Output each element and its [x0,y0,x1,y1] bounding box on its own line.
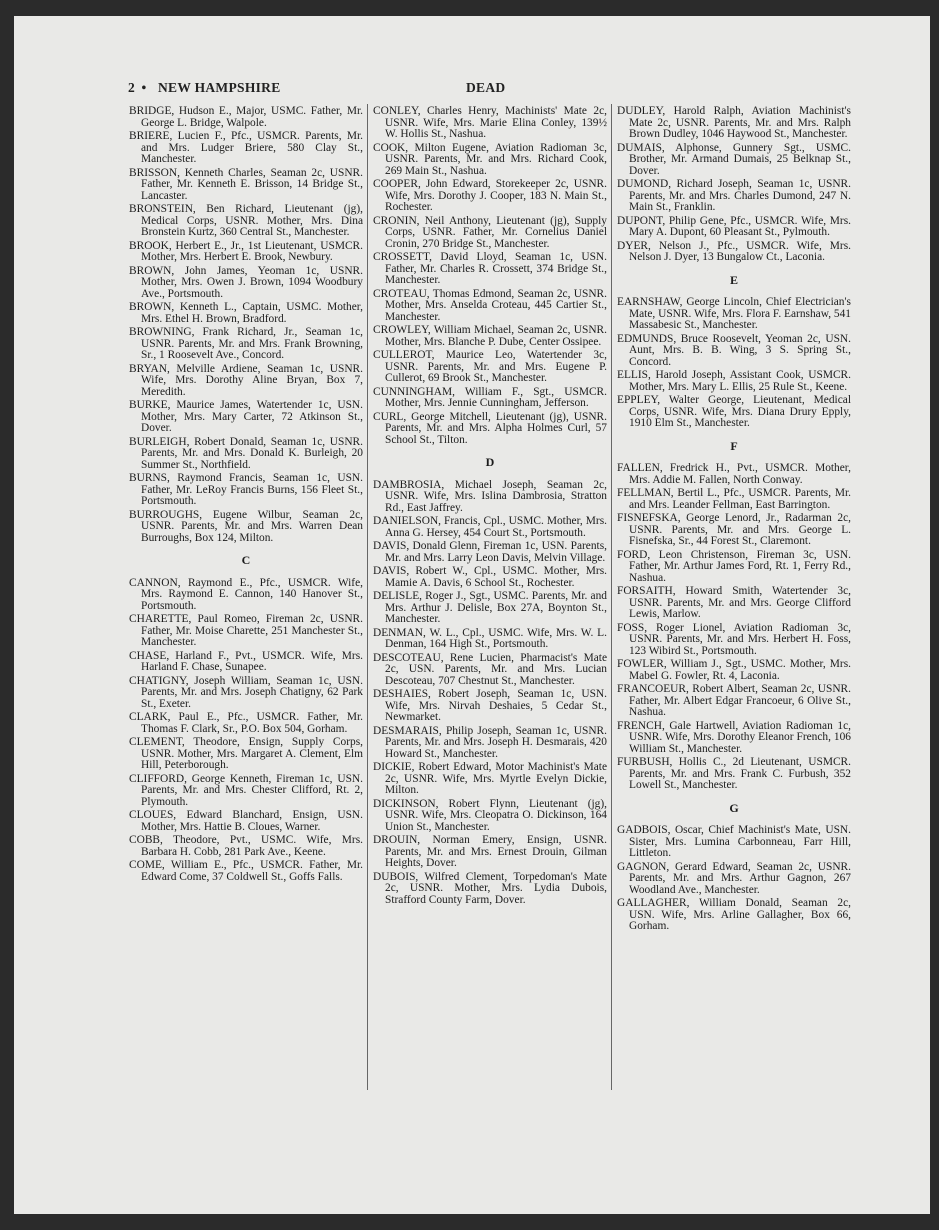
casualty-entry: CLIFFORD, George Kenneth, Fireman 1c, USN. Parents, Mr. and Mrs. Chester Clifford, Rt. 2, Plymouth. [129,772,363,808]
casualty-entry: BURNS, Raymond Francis, Seaman 1c, USN. Father, Mr. LeRoy Francis Burns, 156 Fleet St., Portsmouth. [129,472,363,507]
casualty-entry: DUMOND, Richard Joseph, Seaman 1c, USNR. Parents, Mr. and Mrs. Charles Dumond, 247 N. Main St., Franklin. [617,178,851,213]
casualty-entry: ELLIS, Harold Joseph, Assistant Cook, USMCR. Mother, Mrs. Mary L. Ellis, 25 Rule St., Keene. [617,369,851,393]
casualty-entry: BURROUGHS, Eugene Wilbur, Seaman 2c, USNR. Parents, Mr. and Mrs. Warren Dean Burroughs, Box 124, Milton. [129,508,363,544]
casualty-entry: BROOK, Herbert E., Jr., 1st Lieutenant, USMCR. Mother, Mrs. Herbert E. Brook, Newbury. [129,239,363,263]
casualty-entry: DELISLE, Roger J., Sgt., USMC. Parents, Mr. and Mrs. Arthur J. Delisle, Box 27A, Boynton St., Manchester. [373,590,607,625]
section-letter: G [729,800,739,815]
section-letter: C [241,553,251,567]
casualty-entry: DROUIN, Norman Emery, Ensign, USNR. Parents, Mr. and Mrs. Ernest Drouin, Gilman Heights, Dover. [373,834,607,869]
column-2 [373,106,607,908]
casualty-entry: DUBOIS, Wilfred Clement, Torpedoman's Mate 2c, USNR. Mother, Mrs. Lydia Dubois, Strafford County Farm, Dover. [373,870,607,906]
column-1 [129,106,363,885]
casualty-entry: COOK, Milton Eugene, Aviation Radioman 3c, USNR. Parents, Mr. and Mrs. Richard Cook, 269 Main St., Nashua. [373,141,607,177]
casualty-entry: FOWLER, William J., Sgt., USMC. Mother, Mrs. Mabel G. Fowler, Rt. 4, Laconia. [617,658,851,682]
casualty-entry: FISNEFSKA, George Lenord, Jr., Radarman 2c, USNR. Parents, Mr. and Mrs. George L. Fisnefska, Sr., 44 Forest St., Claremont. [617,512,851,547]
column-divider [367,104,368,1090]
casualty-entry: BROWN, John James, Yeoman 1c, USNR. Mother, Mrs. Owen J. Brown, 1094 Woodbury Ave., Portsmouth. [129,264,363,300]
casualty-entry: FURBUSH, Hollis C., 2d Lieutenant, USMCR. Parents, Mr. and Mrs. Frank C. Furbush, 352 Lowell St., Manchester. [617,756,851,791]
section-letter: F [730,438,738,453]
casualty-entry: BURLEIGH, Robert Donald, Seaman 1c, USNR. Parents, Mr. and Mrs. Donald K. Burleigh, 20 Summer St., Northfield. [129,435,363,471]
casualty-entry: CROWLEY, William Michael, Seaman 2c, USNR. Mother, Mrs. Blanche P. Dube, Center Ossipee. [373,324,607,348]
casualty-entry: CLARK, Paul E., Pfc., USMCR. Father, Mr. Thomas F. Clark, Sr., P.O. Box 504, Gorham. [129,711,363,735]
casualty-entry: FELLMAN, Bertil L., Pfc., USMCR. Parents, Mr. and Mrs. Leander Fellman, East Barrington. [617,487,851,511]
casualty-entry: DAVIS, Donald Glenn, Fireman 1c, USN. Parents, Mr. and Mrs. Larry Leon Davis, Melvin Village. [373,540,607,564]
casualty-entry: EPPLEY, Walter George, Lieutenant, Medical Corps, USNR. Wife, Mrs. Diana Drury Epply, 1910 Elm St., Manchester. [617,394,851,429]
casualty-entry: EARNSHAW, George Lincoln, Chief Electrician's Mate, USNR. Wife, Mrs. Flora F. Earnshaw, 541 Massabesic St., Manchester. [617,296,851,331]
casualty-entry: DICKINSON, Robert Flynn, Lieutenant (jg), USNR. Wife, Mrs. Cleopatra O. Dickinson, 164 Union St., Manchester. [373,797,607,833]
casualty-entry: CUNNINGHAM, William F., Sgt., USMCR. Mother, Mrs. Jennie Cunningham, Jefferson. [373,385,607,409]
casualty-entry: BURKE, Maurice James, Watertender 1c, USN. Mother, Mrs. Mary Carter, 72 Atkinson St., Dover. [129,399,363,434]
casualty-entry: BROWN, Kenneth L., Captain, USMC. Mother, Mrs. Ethel H. Brown, Bradford. [129,301,363,325]
casualty-entry: DUPONT, Philip Gene, Pfc., USMCR. Wife, Mrs. Mary A. Dupont, 60 Pleasant St., Pylmouth. [617,214,851,238]
casualty-entry: GADBOIS, Oscar, Chief Machinist's Mate, USN. Sister, Mrs. Lumina Carbonneau, Farr Hill, Littleton. [617,824,851,859]
section-letter: E [729,272,738,287]
casualty-entry: CHARETTE, Paul Romeo, Fireman 2c, USNR. Father, Mr. Moise Charette, 251 Manchester St., Manchester. [129,613,363,648]
casualty-entry: DANIELSON, Francis, Cpl., USMC. Mother, Mrs. Anna G. Hersey, 454 Court St., Portsmouth. [373,515,607,539]
casualty-entry: CULLEROT, Maurice Leo, Watertender 3c, USNR. Parents, Mr. and Mrs. Eugene P. Cullerot, 69 Brook St., Manchester. [373,349,607,384]
casualty-entry: BRIERE, Lucien F., Pfc., USMCR. Parents, Mr. and Mrs. Ludger Briere, 580 Clay St., Manchester. [129,130,363,165]
column-divider [611,104,612,1090]
casualty-entry: CANNON, Raymond E., Pfc., USMCR. Wife, Mrs. Raymond E. Cannon, 140 Hanover St., Portsmouth. [129,576,363,612]
page-number [128,80,146,96]
casualty-entry: CLOUES, Edward Blanchard, Ensign, USN. Mother, Mrs. Hattie B. Cloues, Warner. [129,809,363,833]
casualty-entry: DUMAIS, Alphonse, Gunnery Sgt., USMC. Brother, Mr. Armand Dumais, 25 Belknap St., Dover. [617,141,851,177]
casualty-entry: FRENCH, Gale Hartwell, Aviation Radioman 1c, USNR. Wife, Mrs. Dorothy Eleanor French, 106 William St., Manchester. [617,719,851,755]
column-3 [617,106,851,935]
casualty-entry: DENMAN, W. L., Cpl., USMC. Wife, Mrs. W. L. Denman, 164 High St., Portsmouth. [373,626,607,650]
casualty-entry: DESMARAIS, Philip Joseph, Seaman 1c, USNR. Parents, Mr. and Mrs. Joseph H. Desmarais, 420 Howard St., Manchester. [373,724,607,760]
casualty-entry: CHATIGNY, Joseph William, Seaman 1c, USN. Parents, Mr. and Mrs. Joseph Chatigny, 62 Park St., Exeter. [129,674,363,710]
casualty-entry: DICKIE, Robert Edward, Motor Machinist's Mate 2c, USNR. Wife, Mrs. Myrtle Evelyn Dickie, Milton. [373,761,607,796]
casualty-entry: GAGNON, Gerard Edward, Seaman 2c, USNR. Parents, Mr. and Mrs. Arthur Gagnon, 267 Woodland Ave., Manchester. [617,860,851,896]
casualty-entry: CURL, George Mitchell, Lieutenant (jg), USNR. Parents, Mr. and Mrs. Alpha Holmes Curl, 57 School St., Tilton. [373,410,607,446]
header-bullet: • [141,80,147,95]
casualty-entry: BRIDGE, Hudson E., Major, USMC. Father, Mr. George L. Bridge, Walpole. [129,105,363,129]
casualty-entry: FRANCOEUR, Robert Albert, Seaman 2c, USNR. Father, Mr. Albert Edgar Francoeur, 6 Olive St., Nashua. [617,683,851,718]
casualty-entry: BRYAN, Melville Ardiene, Seaman 1c, USNR. Wife, Mrs. Dorothy Aline Bryan, Box 7, Meredith. [129,362,363,398]
casualty-entry: DESCOTEAU, Rene Lucien, Pharmacist's Mate 2c, USN. Parents, Mr. and Mrs. Lucian Descoteau, 707 Chestnut St., Manchester. [373,651,607,687]
casualty-entry: CROSSETT, David Lloyd, Seaman 1c, USN. Father, Mr. Charles R. Crossett, 374 Bridge St., Manchester. [373,251,607,286]
casualty-entry: DESHAIES, Robert Joseph, Seaman 1c, USN. Wife, Mrs. Nirvah Deshaies, 5 Cedar St., Newmarket. [373,688,607,723]
casualty-entry: BRISSON, Kenneth Charles, Seaman 2c, USNR. Father, Mr. Kenneth E. Brisson, 14 Bridge St., Lancaster. [129,166,363,202]
casualty-entry: FORSAITH, Howard Smith, Watertender 3c, USNR. Parents, Mr. and Mrs. George Clifford Lewis, Marlow. [617,585,851,620]
casualty-entry: FALLEN, Fredrick H., Pvt., USMCR. Mother, Mrs. Addie M. Fallen, North Conway. [617,462,851,486]
casualty-entry: COME, William E., Pfc., USMCR. Father, Mr. Edward Come, 37 Coldwell St., Goffs Falls. [129,859,363,883]
casualty-entry: FOSS, Roger Lionel, Aviation Radioman 3c, USNR. Parents, Mr. and Mrs. Herbert H. Foss, 123 Wibird St., Portsmouth. [617,621,851,657]
casualty-entry: DUDLEY, Harold Ralph, Aviation Machinist's Mate 2c, USNR. Parents, Mr. and Mrs. Ralph Brown Dudley, 1046 Haywood St., Manchester. [617,105,851,140]
casualty-entry: EDMUNDS, Bruce Roosevelt, Yeoman 2c, USN. Aunt, Mrs. B. B. Wing, 3 S. Spring St., Concord. [617,332,851,368]
casualty-entry: FORD, Leon Christenson, Fireman 3c, USN. Father, Mr. Arthur James Ford, Rt. 1, Ferry Rd., Nashua. [617,548,851,584]
casualty-entry: DYER, Nelson J., Pfc., USMCR. Wife, Mrs. Nelson J. Dyer, 13 Bungalow Ct., Laconia. [617,239,851,263]
section-letter: D [485,455,495,469]
state-name: NEW HAMPSHIRE [158,80,281,95]
casualty-entry: CROTEAU, Thomas Edmond, Seaman 2c, USNR. Mother, Mrs. Anselda Croteau, 445 Cartier St., Manchester. [373,287,607,323]
casualty-entry: DAMBROSIA, Michael Joseph, Seaman 2c, USNR. Wife, Mrs. Islina Dambrosia, Stratton Rd., East Jaffrey. [373,478,607,514]
casualty-entry: CONLEY, Charles Henry, Machinists' Mate 2c, USNR. Wife, Mrs. Marie Elina Conley, 139½ W. Hollis St., Nashua. [373,105,607,140]
casualty-entry: CHASE, Harland F., Pvt., USMCR. Wife, Mrs. Harland F. Chase, Sunapee. [129,649,363,673]
casualty-entry: COBB, Theodore, Pvt., USMC. Wife, Mrs. Barbara H. Cobb, 281 Park Ave., Keene. [129,834,363,858]
page-header [128,80,848,102]
casualty-entry: GALLAGHER, William Donald, Seaman 2c, USN. Wife, Mrs. Arline Gallagher, Box 66, Gorham. [617,897,851,932]
casualty-entry: CLEMENT, Theodore, Ensign, Supply Corps, USNR. Mother, Mrs. Margaret A. Clement, Elm Hill, Peterborough. [129,736,363,771]
casualty-entry: COOPER, John Edward, Storekeeper 2c, USNR. Wife, Mrs. Dorothy J. Cooper, 183 N. Main St., Rochester. [373,178,607,213]
page-title: DEAD [466,80,506,95]
casualty-entry: BROWNING, Frank Richard, Jr., Seaman 1c, USNR. Parents, Mr. and Mrs. Frank Browning, Sr., 1 Roosevelt Ave., Concord. [129,326,363,361]
casualty-entry: BRONSTEIN, Ben Richard, Lieutenant (jg), Medical Corps, USNR. Mother, Mrs. Dina Bronstein Kurtz, 360 Central St., Manchester. [129,203,363,238]
page-number-text: 2 [128,80,135,95]
casualty-entry: CRONIN, Neil Anthony, Lieutenant (jg), Supply Corps, USNR. Father, Mr. Cornelius Daniel Cronin, 270 Bridge St., Manchester. [373,214,607,250]
casualty-entry: DAVIS, Robert W., Cpl., USMC. Mother, Mrs. Mamie A. Davis, 6 School St., Rochester. [373,565,607,589]
